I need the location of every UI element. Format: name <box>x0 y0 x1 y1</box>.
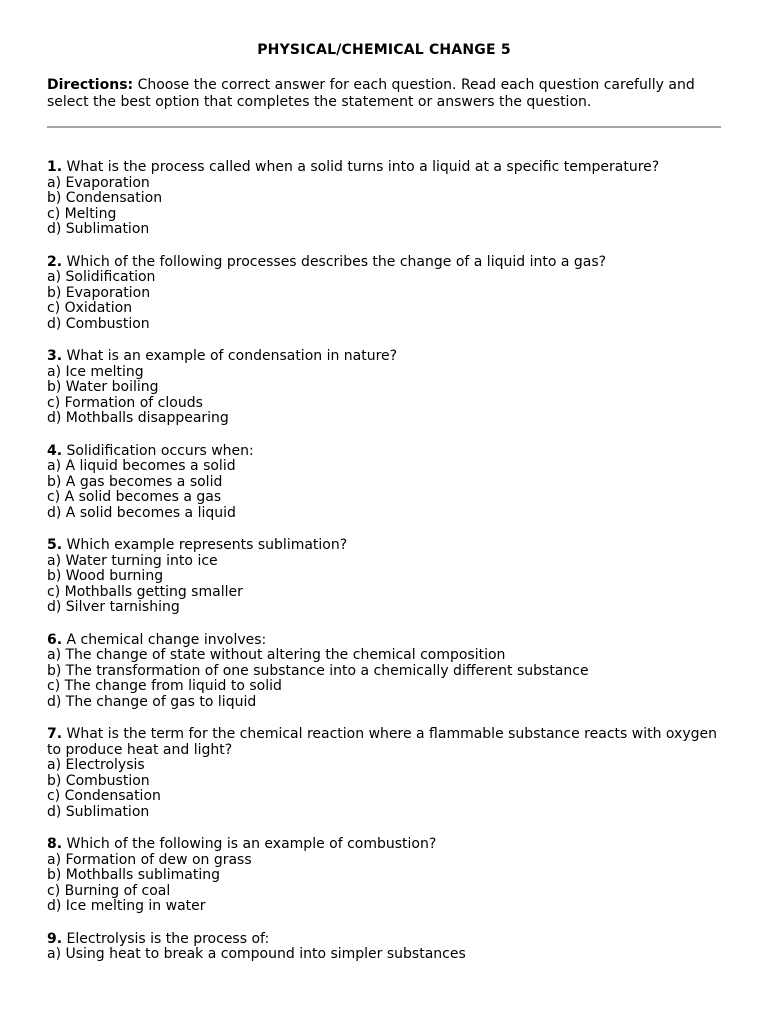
answer-option: c) Condensation <box>47 788 161 804</box>
question-text <box>47 932 727 948</box>
divider <box>47 126 721 128</box>
answer-option: a) Water turning into ice <box>47 552 218 569</box>
answer-option: d) The change of gas to liquid <box>47 693 257 710</box>
question-number: 6. <box>47 631 63 648</box>
question-prompt: What is the term for the chemical reaction where a flammable substance reacts with oxygen to produce heat and light? <box>47 726 717 758</box>
answer-option: b) Mothballs sublimating <box>47 867 220 883</box>
question-number: 9. <box>47 930 63 947</box>
question-number: 4. <box>47 442 63 459</box>
answer-option: c) Burning of coal <box>47 882 171 899</box>
question-text <box>47 727 727 758</box>
question-2 <box>47 255 727 333</box>
question-prompt: What is the process called when a solid turns into a liquid at a specific temperature? <box>62 159 660 175</box>
question-8 <box>47 837 727 915</box>
answer-option: a) Ice melting <box>47 363 144 380</box>
answer-option: b) Condensation <box>47 190 163 206</box>
answer-option: d) Ice melting in water <box>47 898 206 914</box>
answer-option: a) The change of state without altering the chemical composition <box>47 647 506 663</box>
question-text <box>47 255 727 271</box>
answer-option: a) Formation of dew on grass <box>47 851 252 868</box>
answer-option: a) A liquid becomes a solid <box>47 458 236 474</box>
question-prompt: Which example represents sublimation? <box>62 537 348 553</box>
answer-option: a) Electrolysis <box>47 757 145 773</box>
directions-label: Directions: <box>47 77 134 93</box>
question-6 <box>47 633 727 711</box>
answer-option: d) A solid becomes a liquid <box>47 504 236 521</box>
question-number: 1. <box>47 159 63 175</box>
question-number: 2. <box>47 253 63 270</box>
question-prompt: Solidification occurs when: <box>62 442 254 459</box>
question-text <box>47 538 727 554</box>
question-prompt: Which of the following processes describes the change of a liquid into a gas? <box>62 253 607 270</box>
answer-option: c) Formation of clouds <box>47 394 203 411</box>
answer-option: d) Sublimation <box>47 221 150 237</box>
answer-option: d) Sublimation <box>47 803 150 820</box>
question-number: 8. <box>47 836 63 852</box>
answer-option: d) Mothballs disappearing <box>47 410 229 426</box>
question-3 <box>47 349 727 427</box>
question-9 <box>47 932 727 963</box>
question-text <box>47 444 727 460</box>
answer-option: d) Silver tarnishing <box>47 599 180 615</box>
answer-option: c) Oxidation <box>47 300 133 316</box>
question-text <box>47 633 727 649</box>
answer-option: a) Evaporation <box>47 174 150 191</box>
question-text <box>47 349 727 365</box>
question-list <box>47 160 727 980</box>
answer-option: d) Combustion <box>47 315 150 332</box>
answer-option: a) Solidification <box>47 269 156 285</box>
answer-option: c) Melting <box>47 205 117 222</box>
answer-option: b) Water boiling <box>47 379 159 395</box>
answer-option: c) The change from liquid to solid <box>47 678 282 694</box>
question-prompt: What is an example of condensation in nature? <box>62 348 398 364</box>
answer-option: c) A solid becomes a gas <box>47 489 222 505</box>
answer-option: b) Evaporation <box>47 284 151 301</box>
question-number: 5. <box>47 537 63 553</box>
directions <box>47 77 727 110</box>
answer-option: b) The transformation of one substance into a chemically different substance <box>47 662 589 679</box>
answer-option: b) Wood burning <box>47 568 164 584</box>
question-prompt: Which of the following is an example of combustion? <box>62 836 437 852</box>
question-prompt: Electrolysis is the process of: <box>62 930 270 947</box>
page-title: PHYSICAL/CHEMICAL CHANGE 5 <box>257 42 511 58</box>
question-4 <box>47 444 727 522</box>
question-text <box>47 160 727 176</box>
question-1 <box>47 160 727 238</box>
question-5 <box>47 538 727 616</box>
answer-option: b) A gas becomes a solid <box>47 473 223 490</box>
question-prompt: A chemical change involves: <box>62 631 267 648</box>
answer-option: b) Combustion <box>47 772 150 789</box>
question-text <box>47 837 727 853</box>
directions-text: Choose the correct answer for each question. Read each question carefully and select the best option that completes the statement or answers the question. <box>47 77 695 110</box>
answer-option: a) Using heat to break a compound into simpler substances <box>47 946 466 962</box>
question-7 <box>47 727 727 820</box>
answer-option: c) Mothballs getting smaller <box>47 583 243 600</box>
question-number: 7. <box>47 726 63 742</box>
question-number: 3. <box>47 348 63 364</box>
